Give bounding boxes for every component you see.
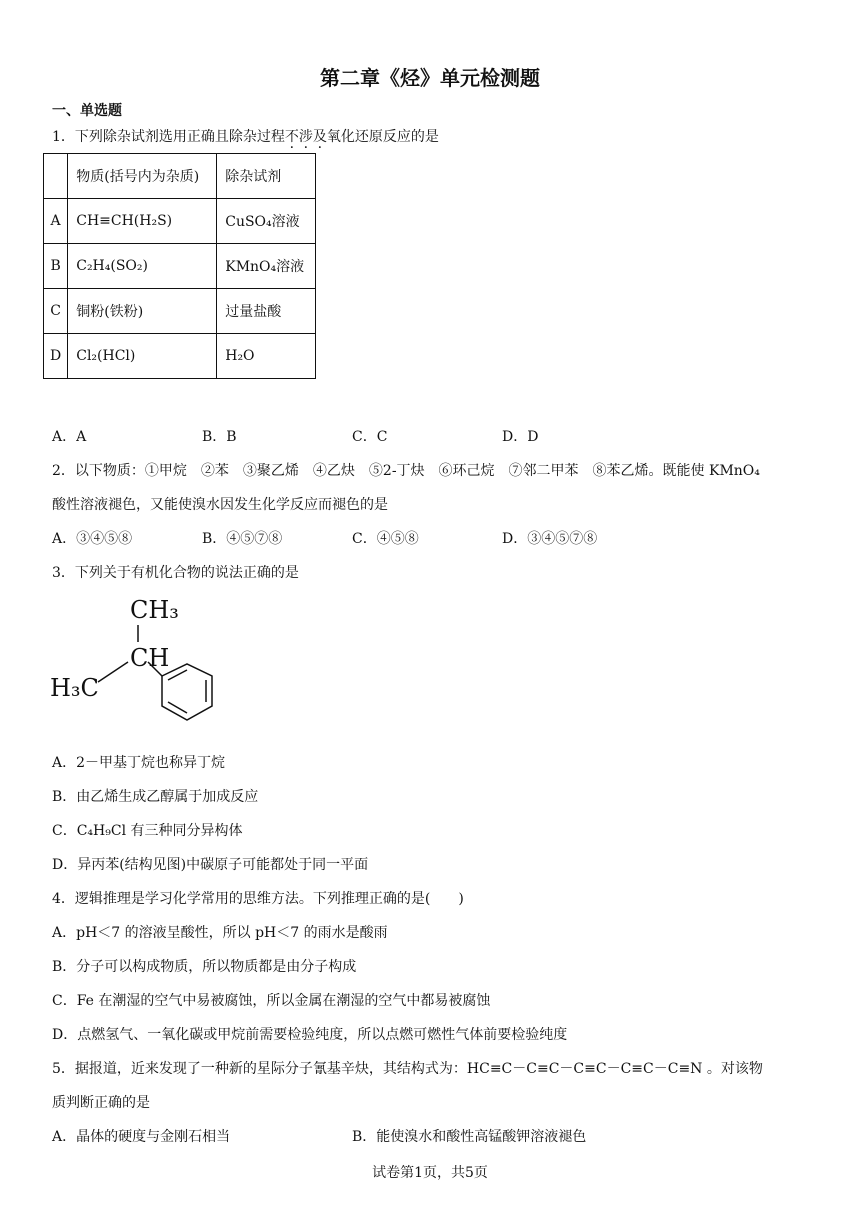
q1-option-d[interactable]: D．D — [502, 429, 539, 445]
bond-line — [98, 662, 128, 682]
table-row — [44, 289, 316, 334]
question-5-line-1: 5．据报道，近来发现了一种新的星际分子氰基辛炔，其结构式为：HC≡C－C≡C－C≡C－C≡C－C≡N 。对该物 — [52, 1061, 763, 1077]
question-2-line-1: 2．以下物质：①甲烷 ②苯 ③聚乙烯 ④乙炔 ⑤2-丁炔 ⑥环己烷 ⑦邻二甲苯 ⑧苯乙烯。既能使 KMnO₄ — [52, 463, 760, 479]
question-1-stem — [52, 126, 439, 146]
q2-option-a[interactable]: A．③④⑤⑧ — [52, 531, 133, 547]
table-cell: H₂O — [217, 334, 316, 379]
q4-option-d[interactable]: D．点燃氢气、一氧化碳或甲烷前需要检验纯度，所以点燃可燃性气体前要检验纯度 — [52, 1027, 568, 1043]
table-cell: 铜粉(铁粉) — [68, 289, 217, 334]
table-row — [44, 199, 316, 244]
q1-option-b[interactable]: B．B — [202, 429, 237, 445]
ch-label: CH — [130, 644, 170, 672]
q5-option-a[interactable]: A．晶体的硬度与金刚石相当 — [52, 1129, 231, 1145]
benzene-ring — [162, 664, 212, 720]
table-header-cell: 除杂试剂 — [217, 154, 316, 199]
q3-option-b[interactable]: B．由乙烯生成乙醇属于加成反应 — [52, 789, 259, 805]
table-cell — [44, 154, 68, 199]
question-5-line-2: 质判断正确的是 — [52, 1095, 150, 1111]
question-4-stem: 4．逻辑推理是学习化学常用的思维方法。下列推理正确的是( ) — [52, 891, 464, 907]
q1-table — [43, 153, 316, 379]
table-cell: D — [44, 334, 68, 379]
question-3-stem: 3．下列关于有机化合物的说法正确的是 — [52, 565, 299, 581]
table-cell: C — [44, 289, 68, 334]
q2-option-b[interactable]: B．④⑤⑦⑧ — [202, 531, 283, 547]
q3-option-a[interactable]: A．2－甲基丁烷也称异丁烷 — [52, 755, 226, 771]
q4-option-b[interactable]: B．分子可以构成物质，所以物质都是由分子构成 — [52, 959, 357, 975]
table-row — [44, 154, 316, 199]
q2-option-d[interactable]: D．③④⑤⑦⑧ — [502, 531, 598, 547]
table-cell: B — [44, 244, 68, 289]
emphasis-dot-char: 不 — [284, 129, 299, 145]
table-cell: Cl₂(HCl) — [68, 334, 217, 379]
q1-option-c[interactable]: C．C — [352, 429, 388, 445]
isopropylbenzene-structure — [48, 590, 223, 740]
table-cell: KMnO₄溶液 — [217, 244, 316, 289]
table-cell: C₂H₄(SO₂) — [68, 244, 217, 289]
table-cell: 过量盐酸 — [217, 289, 316, 334]
question-2-line-2: 酸性溶液褪色，又能使溴水因发生化学反应而褪色的是 — [52, 497, 388, 513]
page-title: 第二章《烃》单元检测题 — [320, 66, 540, 90]
ch3-label: CH₃ — [130, 596, 179, 624]
q4-option-a[interactable]: A．pH＜7 的溶液呈酸性，所以 pH＜7 的雨水是酸雨 — [52, 925, 388, 941]
q3-option-c[interactable]: C．C₄H₉Cl 有三种同分异构体 — [52, 823, 243, 839]
h3c-label: H₃C — [50, 674, 99, 702]
table-cell: CuSO₄溶液 — [217, 199, 316, 244]
q1-stem-part-a: 1．下列除杂试剂选用正确且除杂过程 — [52, 129, 285, 145]
q1-stem-part-b: 氧化还原反应的是 — [326, 129, 439, 145]
emphasis-dot-char: 涉 — [298, 129, 313, 145]
section-heading: 一、单选题 — [52, 103, 122, 119]
q4-option-c[interactable]: C．Fe 在潮湿的空气中易被腐蚀，所以金属在潮湿的空气中都易被腐蚀 — [52, 993, 491, 1009]
table-cell: CH≡CH(H₂S) — [68, 199, 217, 244]
emphasis-dot-char: 及 — [312, 129, 327, 145]
table-row — [44, 244, 316, 289]
table-row — [44, 334, 316, 379]
q2-option-c[interactable]: C．④⑤⑧ — [352, 531, 419, 547]
page-footer: 试卷第1页，共5页 — [372, 1165, 488, 1181]
table-header-cell: 物质(括号内为杂质) — [68, 154, 217, 199]
q5-option-b[interactable]: B．能使溴水和酸性高锰酸钾溶液褪色 — [352, 1129, 587, 1145]
q1-option-a[interactable]: A．A — [52, 429, 87, 445]
table-cell: A — [44, 199, 68, 244]
q3-option-d[interactable]: D．异丙苯(结构见图)中碳原子可能都处于同一平面 — [52, 857, 369, 873]
